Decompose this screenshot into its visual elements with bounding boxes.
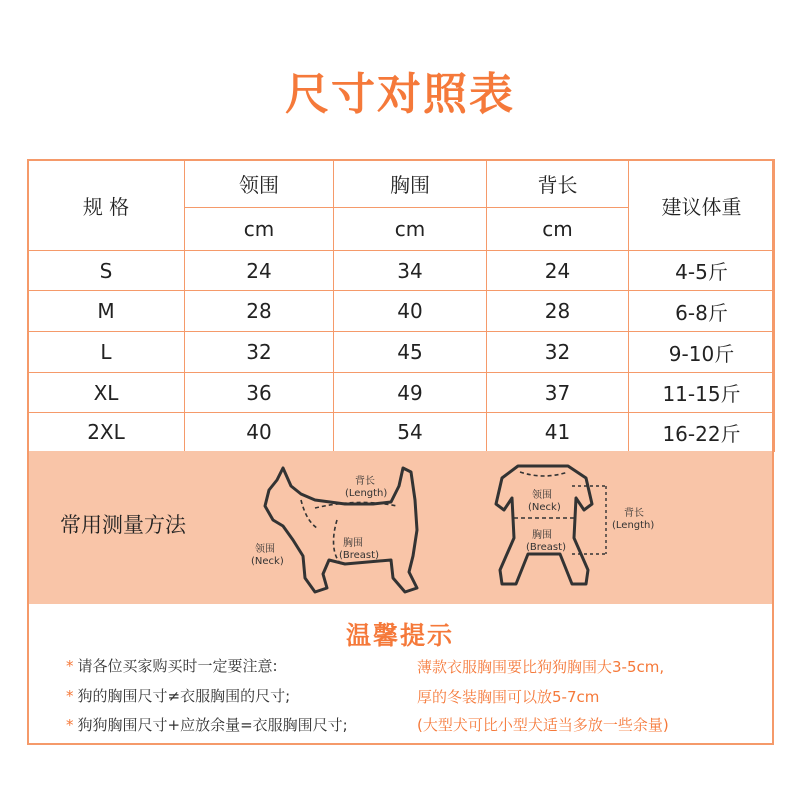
chest-cell: 45 bbox=[334, 332, 487, 373]
unit-back: cm bbox=[487, 208, 629, 251]
page-title: 尺寸对照表 bbox=[285, 69, 515, 120]
chest-cell: 54 bbox=[334, 413, 487, 452]
back-cell: 28 bbox=[487, 291, 629, 332]
dog-neck-en-label: (Neck) bbox=[251, 556, 284, 567]
weight-cell: 9-10斤 bbox=[629, 332, 775, 373]
header-weight: 建议体重 bbox=[629, 160, 775, 251]
neck-cell: 36 bbox=[185, 373, 334, 413]
back-cell: 41 bbox=[487, 413, 629, 452]
tip-right-item: 薄款衣服胸围要比狗狗胸围大3-5cm, bbox=[417, 658, 665, 676]
unit-chest: cm bbox=[334, 208, 487, 251]
tip-right-item: (大型犬可比小型犬适当多放一些余量) bbox=[417, 716, 669, 734]
dog-breast-label: 胸围 bbox=[343, 538, 363, 549]
back-cell: 37 bbox=[487, 373, 629, 413]
bullet-star-icon: * bbox=[66, 687, 74, 705]
weight-cell: 16-22斤 bbox=[629, 413, 775, 452]
header-spec: 规 格 bbox=[28, 160, 185, 251]
neck-cell: 32 bbox=[185, 332, 334, 373]
size-cell: XL bbox=[28, 373, 185, 413]
garment-neck-en-label: (Neck) bbox=[528, 502, 561, 513]
tip-left-item: * 狗的胸围尺寸≠衣服胸围的尺寸; bbox=[66, 687, 291, 705]
size-cell: S bbox=[28, 251, 185, 291]
neck-cell: 28 bbox=[185, 291, 334, 332]
dog-neck-label: 领围 bbox=[255, 544, 275, 555]
size-cell: M bbox=[28, 291, 185, 332]
neck-cell: 24 bbox=[185, 251, 334, 291]
tip-right-item: 厚的冬装胸围可以放5-7cm bbox=[417, 688, 600, 706]
outer-frame bbox=[27, 159, 774, 745]
weight-cell: 6-8斤 bbox=[629, 291, 775, 332]
dog-breast-en-label: (Breast) bbox=[339, 550, 379, 561]
measurement-method-label: 常用测量方法 bbox=[60, 513, 186, 537]
dog-back-label: 背长 bbox=[355, 476, 375, 487]
dog-back-en-label: (Length) bbox=[345, 488, 388, 499]
weight-cell: 11-15斤 bbox=[629, 373, 775, 413]
back-cell: 32 bbox=[487, 332, 629, 373]
neck-cell: 40 bbox=[185, 413, 334, 452]
header-chest: 胸围 bbox=[334, 160, 487, 208]
garment-neck-label: 领围 bbox=[532, 490, 552, 501]
garment-breast-label: 胸围 bbox=[532, 530, 552, 541]
tip-left-item: * 请各位买家购买时一定要注意: bbox=[66, 657, 278, 675]
back-cell: 24 bbox=[487, 251, 629, 291]
tips-title: 温馨提示 bbox=[345, 621, 454, 650]
header-neck: 领围 bbox=[185, 160, 334, 208]
header-back: 背长 bbox=[487, 160, 629, 208]
bullet-star-icon: * bbox=[66, 657, 74, 675]
garment-back-label: 背长 bbox=[624, 508, 644, 519]
chest-cell: 40 bbox=[334, 291, 487, 332]
size-cell: 2XL bbox=[28, 413, 185, 452]
size-cell: L bbox=[28, 332, 185, 373]
unit-neck: cm bbox=[185, 208, 334, 251]
tip-left-item: * 狗狗胸围尺寸+应放余量=衣服胸围尺寸; bbox=[66, 716, 348, 734]
garment-back-en-label: (Length) bbox=[612, 520, 655, 531]
chest-cell: 34 bbox=[334, 251, 487, 291]
garment-breast-en-label: (Breast) bbox=[526, 542, 566, 553]
bullet-star-icon: * bbox=[66, 716, 74, 734]
chest-cell: 49 bbox=[334, 373, 487, 413]
weight-cell: 4-5斤 bbox=[629, 251, 775, 291]
